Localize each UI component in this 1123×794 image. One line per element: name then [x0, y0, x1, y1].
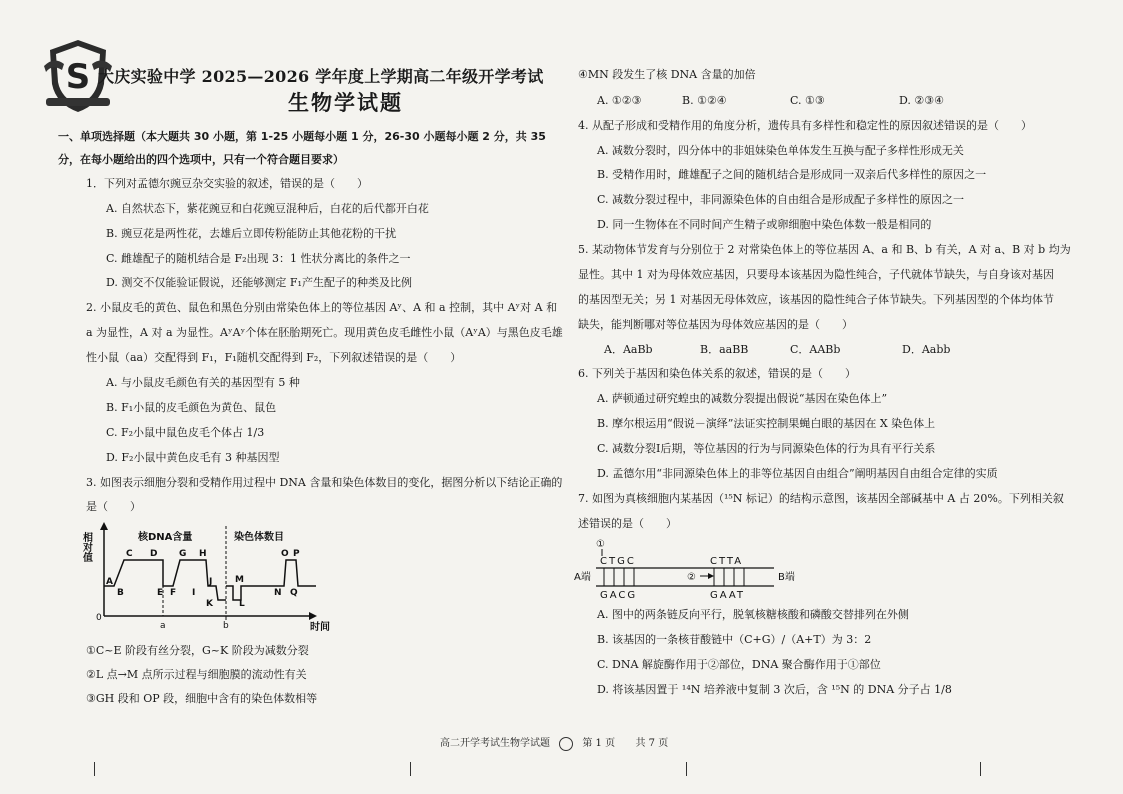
- point-i-label: I: [192, 588, 196, 598]
- point-m-label: M: [235, 575, 244, 585]
- point-o-label: O: [281, 549, 289, 559]
- x-axis-label: 时间: [310, 622, 330, 633]
- footer-title: 高二开学考试生物学试题: [440, 738, 550, 749]
- footer-emblem-icon: [559, 737, 573, 751]
- q4-option-b: B. 受精作用时，雌雄配子之间的随机结合是形成同一双亲后代多样性的原因之一: [597, 168, 987, 181]
- section-heading: 一、单项选择题（本大题共 30 小题，第 1-25 小题每小题 1 分，26-30 小题每小题 2 分，共 35: [58, 130, 546, 143]
- q5-stem-4: 缺失，能判断哪对等位基因为母体效应基因的是（ ）: [578, 318, 853, 331]
- bottom-left-bases: GACG: [600, 590, 638, 601]
- q3-statement-2: ②L 点→M 点所示过程与细胞膜的流动性有关: [86, 668, 307, 681]
- svg-text:S: S: [65, 57, 91, 97]
- q3-statement-3: ③GH 段和 OP 段，细胞中含有的染色体数相等: [86, 692, 318, 705]
- axis-mark-a: a: [160, 621, 166, 631]
- q6-option-a: A. 萨顿通过研究蝗虫的减数分裂提出假说“基因在染色体上”: [597, 392, 888, 405]
- bottom-right-bases: GAAT: [710, 590, 746, 601]
- section-heading-cont: 分，在每小题给出的四个选项中，只有一个符合题目要求）: [58, 153, 344, 166]
- dna-chromosome-graph: [80, 520, 346, 638]
- q5-stem-1: 5. 某动物体节发育与分别位于 2 对常染色体上的等位基因 A、a 和 B、b 有关，A 对 a、B 对 b 均为: [578, 243, 1071, 256]
- mark-1: ①: [596, 539, 605, 550]
- q6-option-c: C. 减数分裂I后期，等位基因的行为与同源染色体的行为具有平行关系: [597, 442, 936, 455]
- q1-option-b: B. 豌豆花是两性花，去雄后立即传粉能防止其他花粉的干扰: [106, 227, 397, 240]
- q5-stem-3: 的基因型无关；另 1 对基因无母体效应，该基因的隐性纯合子体节缺失。下列基因型的个体均体节: [578, 293, 1054, 306]
- label-dna-content: 核DNA含量: [138, 532, 193, 543]
- q7-stem-1: 7. 如图为真核细胞内某基因（¹⁵N 标记）的结构示意图，该基因全部碱基中 A 占 20%。下列相关叙: [578, 492, 1064, 505]
- school-title: 大庆实验中学 2025—2026 学年度上学期高二年级开学考试: [98, 67, 544, 86]
- footer-page-number: 第 1 页: [582, 738, 616, 749]
- footer-total-pages: 共 7 页: [635, 738, 669, 749]
- q5-option-d: D．Aabb: [902, 343, 951, 356]
- q7-option-c: C. DNA 解旋酶作用于②部位，DNA 聚合酶作用于①部位: [597, 658, 881, 671]
- point-l-label: L: [239, 599, 245, 609]
- q5-option-c: C．AABb: [790, 343, 841, 356]
- q4-option-c: C. 减数分裂过程中，非同源染色体的自由组合是形成配子多样性的原因之一: [597, 193, 965, 206]
- point-p-label: P: [293, 549, 300, 559]
- end-a-label: A端: [574, 572, 591, 583]
- point-j-label: J: [209, 577, 213, 587]
- page-footer: [440, 734, 668, 751]
- q5-option-a: A．AaBb: [604, 343, 653, 356]
- q4-option-a: A. 减数分裂时，四分体中的非姐妹染色单体发生互换与配子多样性形成无关: [597, 144, 964, 157]
- q3-stem-2: 是（ ）: [86, 500, 141, 513]
- q7-option-b: B. 该基因的一条核苷酸链中（C+G）/（A+T）为 3：2: [597, 633, 872, 646]
- q1-option-a: A. 自然状态下，紫花豌豆和白花豌豆混种后，白花的后代都开白花: [106, 202, 429, 215]
- axis-mark-b: b: [223, 621, 229, 631]
- graph-origin: 0: [96, 613, 102, 623]
- scan-mark: [686, 762, 687, 776]
- point-b-label: B: [117, 588, 124, 598]
- dna-structure-diagram: [574, 536, 814, 604]
- point-f-label: F: [170, 588, 177, 598]
- q6-option-d: D. 孟德尔用“非同源染色体上的非等位基因自由组合”阐明基因自由组合定律的实质: [597, 467, 998, 480]
- q6-stem: 6. 下列关于基因和染色体关系的叙述，错误的是（ ）: [578, 367, 856, 380]
- q3-option-c: C. ①③: [790, 94, 825, 107]
- point-n-label: N: [274, 588, 282, 598]
- q5-stem-2: 显性。其中 1 对为母体效应基因，只要母本该基因为隐性纯合，子代就体节缺失，与自身该对基因: [578, 268, 1054, 281]
- point-h-label: H: [199, 549, 207, 559]
- q2-option-a: A. 与小鼠皮毛颜色有关的基因型有 5 种: [106, 376, 300, 389]
- q3-option-b: B. ①②④: [682, 94, 727, 107]
- point-k-label: K: [206, 599, 213, 609]
- q4-option-d: D. 同一生物体在不同时间产生精子或卵细胞中染色体数一般是相同的: [597, 218, 932, 231]
- q3-statement-4: ④MN 段发生了核 DNA 含量的加倍: [578, 68, 756, 81]
- point-g-label: G: [179, 549, 187, 559]
- q1-option-c: C. 雌雄配子的随机结合是 F₂出现 3：1 性状分离比的条件之一: [106, 252, 411, 265]
- top-right-bases: CTTA: [710, 556, 744, 567]
- q2-stem-2: a 为显性，A 对 a 为显性。AʸAʸ个体在胚胎期死亡。现用黄色皮毛雌性小鼠（AʸA）与黑色皮毛雄: [86, 326, 563, 339]
- q3-option-d: D. ②③④: [899, 94, 945, 107]
- q6-option-b: B. 摩尔根运用“假说－演绎”法证实控制果蝇白眼的基因在 X 染色体上: [597, 417, 936, 430]
- q3-stem-1: 3. 如图表示细胞分裂和受精作用过程中 DNA 含量和染色体数目的变化，据图分析以下结论正确的: [86, 476, 563, 489]
- subject-title: 生物学试题: [288, 90, 403, 115]
- end-b-label: B端: [778, 572, 795, 583]
- q7-option-d: D. 将该基因置于 ¹⁴N 培养液中复制 3 次后，含 ¹⁵N 的 DNA 分子占 1/8: [597, 683, 952, 696]
- q2-option-c: C. F₂小鼠中鼠色皮毛个体占 1/3: [106, 426, 265, 439]
- scan-mark: [980, 762, 981, 776]
- point-q-label: Q: [290, 588, 298, 598]
- q7-option-a: A. 图中的两条链反向平行，脱氧核糖核酸和磷酸交替排列在外侧: [597, 608, 909, 621]
- q1-stem: 1．下列对孟德尔豌豆杂交实验的叙述，错误的是（ ）: [86, 177, 368, 190]
- q4-stem: 4. 从配子形成和受精作用的角度分析，遗传具有多样性和稳定性的原因叙述错误的是（ ）: [578, 119, 1032, 132]
- point-a-label: A: [106, 577, 113, 587]
- q2-stem-3: 性小鼠（aa）交配得到 F₁，F₁随机交配得到 F₂，下列叙述错误的是（ ）: [86, 351, 462, 364]
- mark-2: ②: [687, 572, 696, 583]
- top-left-bases: CTGC: [600, 556, 636, 567]
- q2-stem-1: 2. 小鼠皮毛的黄色、鼠色和黑色分别由常染色体上的等位基因 Aʸ、A 和 a 控制，其中 Aʸ对 A 和: [86, 301, 558, 314]
- q1-option-d: D. 测交不仅能验证假说，还能够测定 F₁产生配子的种类及比例: [106, 276, 412, 289]
- q7-stem-2: 述错误的是（ ）: [578, 517, 677, 530]
- label-chromosome-number: 染色体数目: [234, 532, 284, 543]
- y-axis-label: 相对值: [80, 532, 92, 562]
- point-c-label: C: [126, 549, 133, 559]
- q5-option-b: B．aaBB: [700, 343, 749, 356]
- q3-statement-1: ①C~E 阶段有丝分裂，G~K 阶段为减数分裂: [86, 644, 309, 657]
- q2-option-b: B. F₁小鼠的皮毛颜色为黄色、鼠色: [106, 401, 277, 414]
- scan-mark: [94, 762, 95, 776]
- q2-option-d: D. F₂小鼠中黄色皮毛有 3 种基因型: [106, 451, 280, 464]
- point-d-label: D: [150, 549, 158, 559]
- point-e-label: E: [157, 588, 164, 598]
- q3-option-a: A. ①②③: [597, 94, 642, 107]
- scan-mark: [410, 762, 411, 776]
